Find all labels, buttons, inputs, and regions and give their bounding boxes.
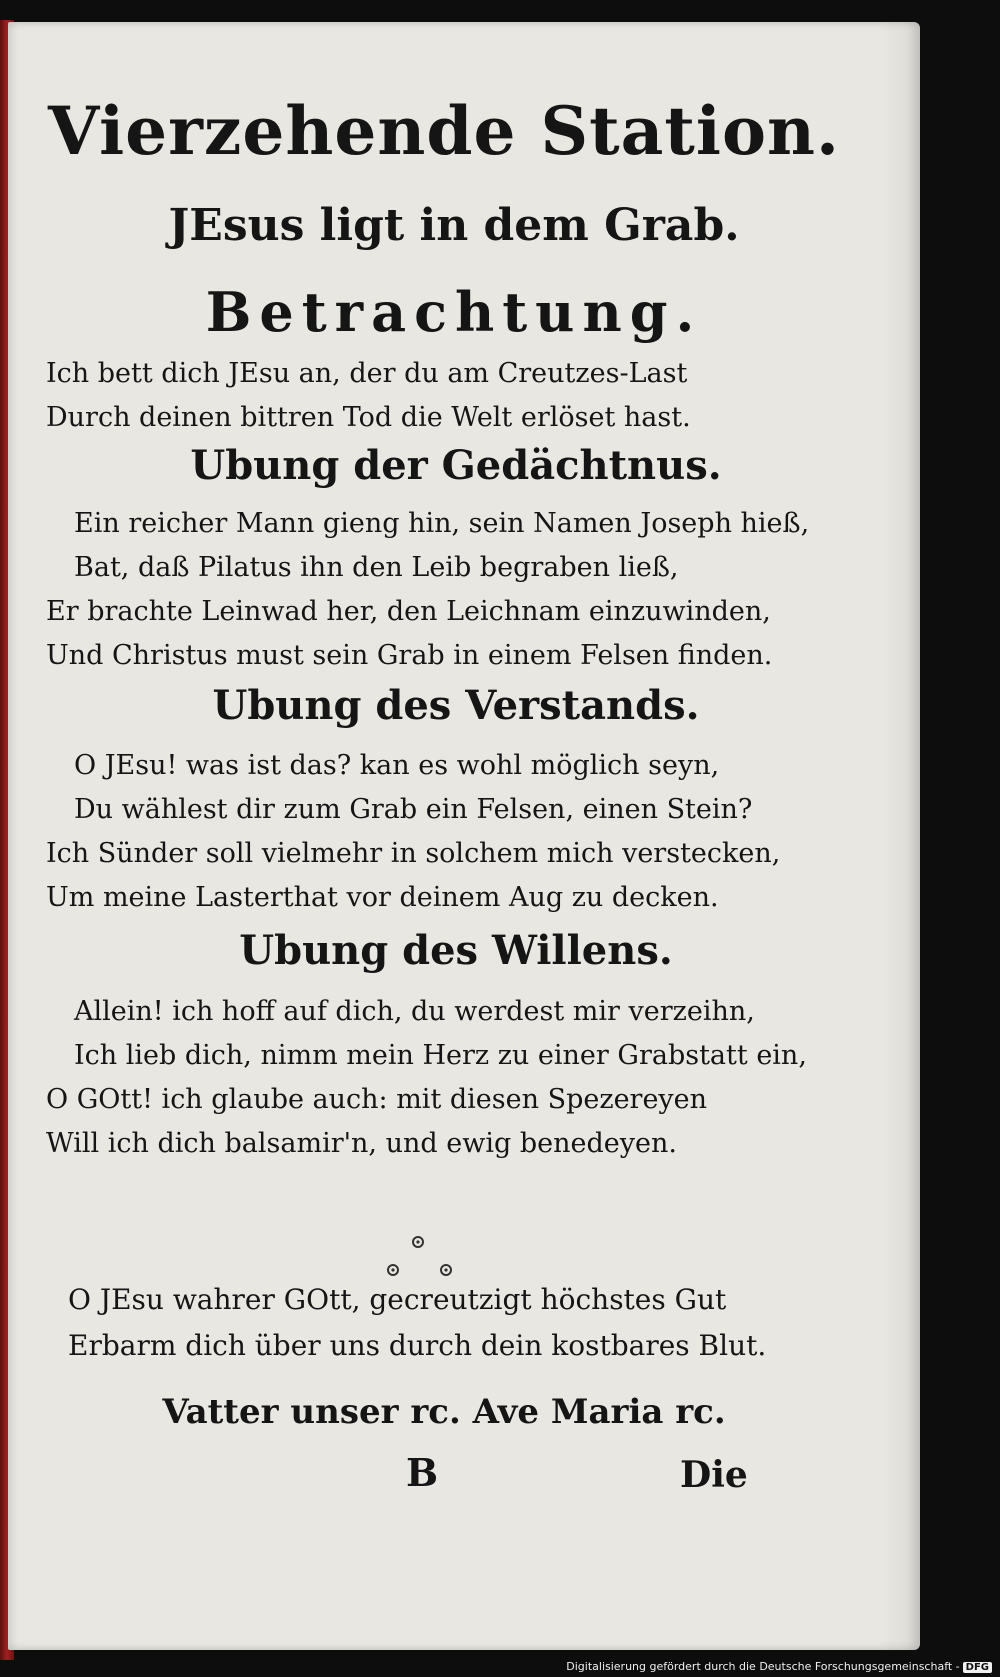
verse-line: Ein reicher Mann gieng hin, sein Namen Joseph hieß, — [74, 508, 810, 539]
verse-line: O JEsu wahrer GOtt, gecreutzigt höchstes Gut — [68, 1283, 727, 1316]
pater-noster-line: Vatter unser rc. Ave Maria rc. — [162, 1392, 726, 1432]
verse-line: O JEsu! was ist das? kan es wohl möglich seyn, — [74, 750, 720, 781]
verse-line: Er brachte Leinwad her, den Leichnam einzuwinden, — [46, 596, 771, 627]
station-subheading: JEsus ligt in dem Grab. — [168, 200, 740, 251]
verse-line: Allein! ich hoff auf dich, du werdest mir verzeihn, — [74, 996, 755, 1027]
verse-line: Und Christus must sein Grab in einem Felsen finden. — [46, 640, 773, 671]
verse-line: Ich bett dich JEsu an, der du am Creutzes-Last — [46, 358, 688, 389]
willen-verse — [46, 990, 806, 1166]
verse-line: Um meine Lasterthat vor deinem Aug zu decken. — [46, 882, 719, 913]
betrachtung-title: Betrachtung. — [205, 280, 703, 344]
verse-line: Bat, daß Pilatus ihn den Leib begraben ließ, — [74, 552, 679, 583]
verse-line: Ich lieb dich, nimm mein Herz zu einer Grabstatt ein, — [74, 1040, 807, 1071]
betrachtung-verse — [46, 352, 806, 440]
gedaechtnus-verse — [46, 502, 810, 678]
station-heading: Vierzehende Station. — [48, 92, 840, 170]
verstand-title: Ubung des Verstands. — [212, 682, 700, 729]
gedaechtnus-title: Ubung der Gedächtnus. — [190, 442, 722, 489]
catchword: Die — [680, 1454, 748, 1496]
willen-title: Ubung des Willens. — [239, 927, 673, 974]
verse-line: O GOtt! ich glaube auch: mit diesen Spezereyen — [46, 1084, 708, 1115]
digitization-credit — [566, 1660, 992, 1673]
closing-prayer — [68, 1277, 828, 1369]
verse-line: Durch deinen bittren Tod die Welt erlöset hast. — [46, 402, 691, 433]
book-page — [8, 22, 920, 1650]
signature-mark: B — [406, 1450, 439, 1495]
verse-line: Ich Sünder soll vielmehr in solchem mich verstecken, — [46, 838, 781, 869]
verse-line: Erbarm dich über uns durch dein kostbares Blut. — [68, 1329, 767, 1362]
dfg-logo: DFG — [963, 1662, 992, 1673]
verstand-verse — [46, 744, 806, 920]
credit-text: Digitalisierung gefördert durch die Deutsche Forschungsgemeinschaft - — [566, 1660, 960, 1673]
verse-line: Du wählest dir zum Grab ein Felsen, einen Stein? — [74, 794, 753, 825]
verse-line: Will ich dich balsamir'n, und ewig benedeyen. — [46, 1128, 677, 1159]
